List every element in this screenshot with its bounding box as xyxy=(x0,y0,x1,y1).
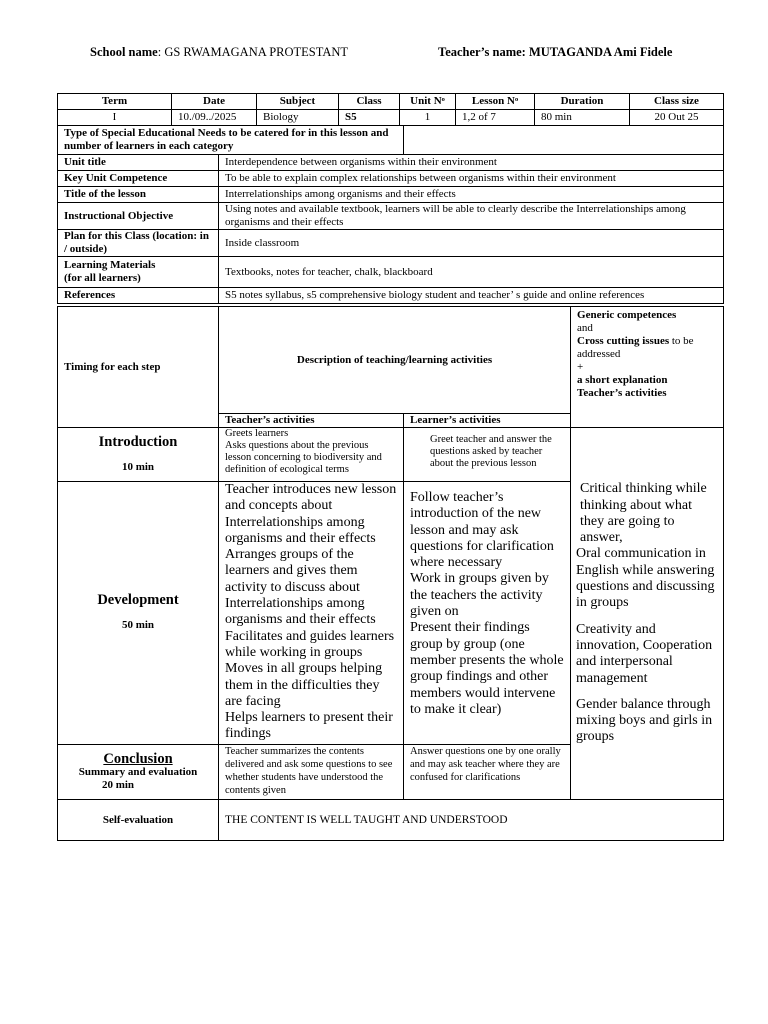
conc-learner-activities: Answer questions one by one orally and may ask teacher where they are confused for clarifications xyxy=(404,745,571,800)
value-unit: 1 xyxy=(400,110,456,126)
generic-line5: + xyxy=(577,361,584,373)
intro-teacher-line1: Greets learners xyxy=(225,428,289,439)
plan-label: Plan for this Class (location: in / outside) xyxy=(58,230,219,257)
development-title: Development xyxy=(97,592,179,608)
header-unit: Unit Nᵒ xyxy=(400,94,456,110)
introduction-title: Introduction xyxy=(98,433,178,450)
dev-teacher-item: Helps learners to present their findings xyxy=(225,710,393,742)
summary-table xyxy=(57,93,724,126)
generic-competences-header xyxy=(571,307,724,428)
generic-line2: and xyxy=(577,322,593,334)
sen-label: Type of Special Educational Needs to be catered for in this lesson and number of learners in each category xyxy=(58,126,404,155)
lesson-title-row xyxy=(58,187,724,203)
conclusion-title: Conclusion xyxy=(103,750,173,767)
conclusion-time: 20 min xyxy=(101,778,135,791)
materials-label-line1: Learning Materials xyxy=(64,259,156,271)
description-label: Description of teaching/learning activities xyxy=(219,307,571,414)
introduction-time: 10 min xyxy=(121,460,155,473)
development-time: 50 min xyxy=(121,619,155,631)
development-step xyxy=(58,482,219,745)
dev-teacher-item: Arranges groups of the learners and gives them activity to discuss about Interrelationships among organisms and their effects xyxy=(225,547,376,628)
header-date: Date xyxy=(172,94,257,110)
dev-learner-item: Work in groups given by the teachers the activity given on xyxy=(410,571,549,620)
value-term: I xyxy=(58,110,172,126)
summary-value-row xyxy=(58,110,724,126)
teacher-name: Teacher’s name: MUTAGANDA Ami Fidele xyxy=(438,45,673,59)
lesson-title-value: Interrelationships among organisms and their effects xyxy=(219,187,724,203)
competences-cell xyxy=(571,428,724,800)
summary-header-row xyxy=(58,94,724,110)
activities-header-row xyxy=(58,307,724,414)
intro-teacher-line2: Asks questions about the previous lesson concerning to biodiversity and definition of ecological terms xyxy=(225,440,382,475)
header-lesson: Lesson Nᵒ xyxy=(456,94,535,110)
materials-row xyxy=(58,257,724,288)
header-duration: Duration xyxy=(535,94,630,110)
value-lesson: 1,2 of 7 xyxy=(456,110,535,126)
generic-line7: Teacher’s activities xyxy=(577,387,667,399)
generic-line4: to be addressed xyxy=(577,335,694,360)
value-subject: Biology xyxy=(257,110,339,126)
header-term: Term xyxy=(58,94,172,110)
sen-value xyxy=(404,126,724,155)
dev-learner-item: Present their findings group by group (one member presents the whole group findings and other members would intervene to make it clear) xyxy=(410,620,564,717)
competence-row xyxy=(58,171,724,187)
self-evaluation-label: Self-evaluation xyxy=(58,800,219,841)
introduction-row xyxy=(58,428,724,482)
activities-table xyxy=(57,306,724,841)
materials-label xyxy=(58,257,219,288)
header-class-size: Class size xyxy=(630,94,724,110)
intro-teacher-activities xyxy=(219,428,404,482)
unit-title-row xyxy=(58,155,724,171)
generic-line6: a short explanation xyxy=(577,374,668,386)
generic-line1: Generic competences xyxy=(577,309,677,321)
header-subject: Subject xyxy=(257,94,339,110)
learner-activities-header: Learner’s activities xyxy=(404,414,571,428)
intro-learner-activities: Greet teacher and answer the questions asked by teacher about the previous lesson xyxy=(404,428,571,482)
dev-teacher-item: Facilitates and guides learners while working in groups xyxy=(225,628,395,660)
sen-row xyxy=(58,126,724,155)
dev-learner-activities xyxy=(404,482,571,745)
teacher-activities-header: Teacher’s activities xyxy=(219,414,404,428)
references-label: References xyxy=(58,288,219,304)
competence-value: To be able to explain complex relationships between organisms within their environment xyxy=(219,171,724,187)
competence-critical-thinking: Critical thinking while thinking about what they are going to answer, xyxy=(580,481,707,546)
lesson-title-label: Title of the lesson xyxy=(58,187,219,203)
school-name xyxy=(90,45,348,60)
competence-gender-balance: Gender balance through mixing boys and girls in groups xyxy=(576,696,713,745)
lesson-info-table xyxy=(57,125,724,304)
objective-label: Instructional Objective xyxy=(58,203,219,230)
school-value: : GS RWAMAGANA PROTESTANT xyxy=(157,45,349,59)
generic-line3: Cross cutting issues xyxy=(577,335,670,347)
conc-teacher-activities: Teacher summarizes the contents delivered and ask some questions to see whether students have understood the contents given xyxy=(219,745,404,800)
dev-teacher-item: Teacher introduces new lesson and concepts about Interrelationships among organisms and their effects xyxy=(225,482,397,546)
plan-row xyxy=(58,230,724,257)
competence-label: Key Unit Competence xyxy=(58,171,219,187)
school-label: School name xyxy=(90,45,158,59)
unit-title-label: Unit title xyxy=(58,155,219,171)
dev-teacher-item: Moves in all groups helping them in the difficulties they are facing xyxy=(225,661,383,709)
competence-oral-communication: Oral communication in English while answering questions and discussing in groups xyxy=(576,546,715,611)
objective-row xyxy=(58,203,724,230)
dev-teacher-activities xyxy=(219,482,404,745)
plan-value: Inside classroom xyxy=(219,230,724,257)
objective-value: Using notes and available textbook, learners will be able to clearly describe the Interrelationships among organisms and their effects xyxy=(219,203,724,230)
value-class: S5 xyxy=(339,110,400,126)
self-evaluation-value: THE CONTENT IS WELL TAUGHT AND UNDERSTOOD xyxy=(219,800,724,841)
materials-value: Textbooks, notes for teacher, chalk, blackboard xyxy=(219,257,724,288)
references-value: S5 notes syllabus, s5 comprehensive biology student and teacher’ s guide and online references xyxy=(219,288,724,304)
dev-learner-item: Follow teacher’s introduction of the new lesson and may ask questions for clarification where necessary xyxy=(410,490,554,571)
self-evaluation-row xyxy=(58,800,724,841)
competence-creativity: Creativity and innovation, Cooperation and interpersonal management xyxy=(576,621,713,686)
conclusion-step xyxy=(58,745,219,800)
references-row xyxy=(58,288,724,304)
unit-title-value: Interdependence between organisms within their environment xyxy=(219,155,724,171)
introduction-step xyxy=(58,428,219,482)
conclusion-subtitle: Summary and evaluation xyxy=(78,765,198,778)
value-class-size: 20 Out 25 xyxy=(630,110,724,126)
materials-label-line2: (for all learners) xyxy=(64,272,141,284)
header-class: Class xyxy=(339,94,400,110)
value-duration: 80 min xyxy=(535,110,630,126)
value-date: 10./09../2025 xyxy=(172,110,257,126)
timing-label: Timing for each step xyxy=(58,307,219,428)
